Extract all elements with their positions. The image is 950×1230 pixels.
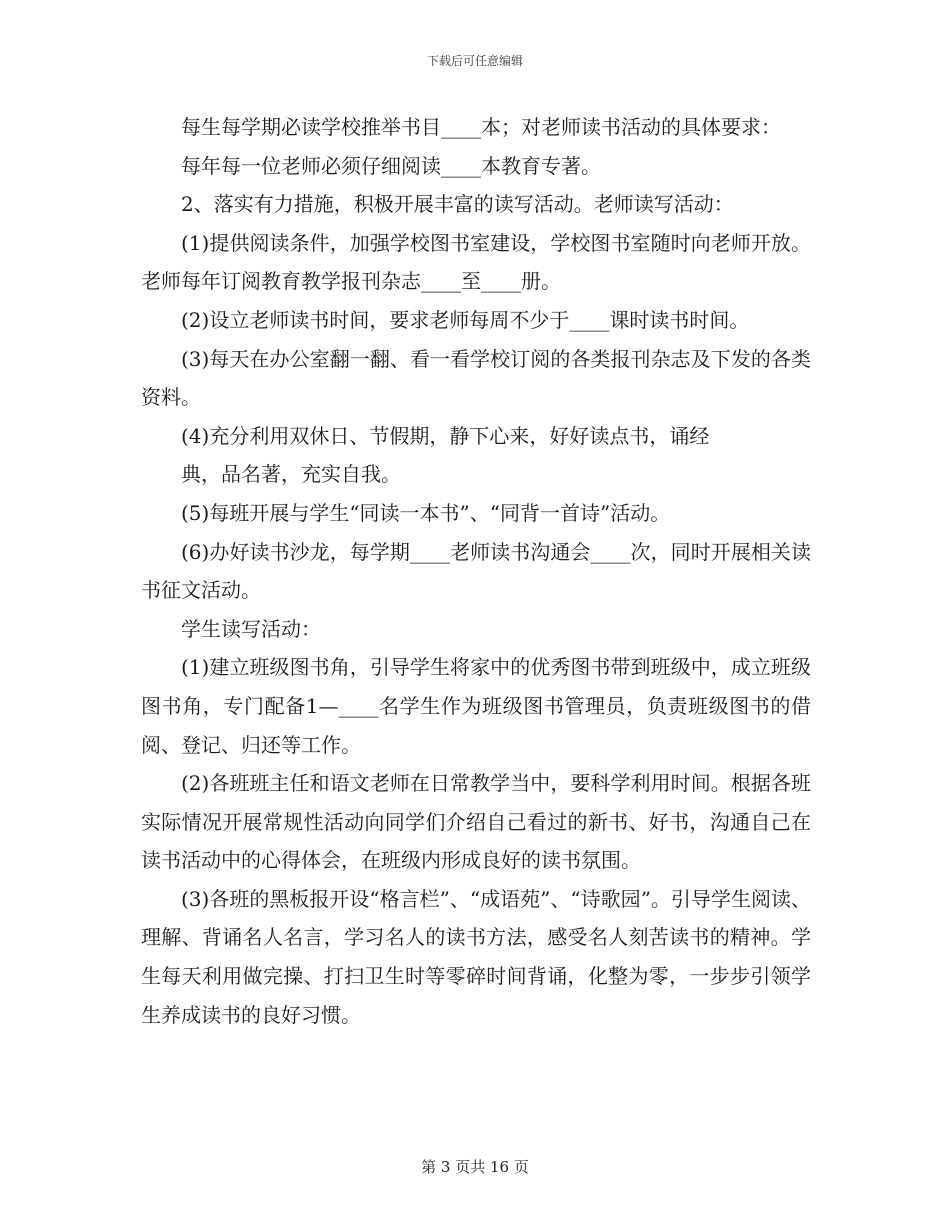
- paragraph-student-item-3: (3)各班的黑板报开设“格言栏”、“成语苑”、“诗歌园”。引导学生阅读、理解、背诵名人名言，学习名人的读书方法，感受名人刻苦读书的精神。学生每天利用做完操、打扫卫生时等零碎时间背诵，化整为零，一步步引领学生养成读书的良好习惯。: [141, 886, 811, 1027]
- paragraph-book-count-requirement: 每生每学期必读学校推举书目____本；对老师读书活动的具体要求：: [181, 115, 781, 139]
- paragraph-teacher-item-2: (2)设立老师读书时间，要求老师每周不少于____课时读书时间。: [181, 307, 750, 332]
- paragraph-student-heading: 学生读写活动：: [181, 616, 321, 641]
- paragraph-teacher-reading: 每年每一位老师必须仔细阅读____本教育专著。: [181, 153, 601, 178]
- paragraph-teacher-item-1: (1)提供阅读条件，加强学校图书室建设，学校图书室随时向老师开放。老师每年订阅教育教学报刊杂志____至____册。: [141, 230, 811, 294]
- paragraph-teacher-item-6: (6)办好读书沙龙，每学期____老师读书沟通会____次，同时开展相关读书征文活动。: [141, 539, 811, 603]
- page-header: 下载后可任意编辑: [426, 54, 523, 68]
- paragraph-student-item-1: (1)建立班级图书角，引导学生将家中的优秀图书带到班级中，成立班级图书角，专门配备1—____名学生作为班级图书管理员，负责班级图书的借阅、登记、归还等工作。: [141, 655, 811, 757]
- page-footer: 第 3 页共 16 页: [421, 1158, 529, 1176]
- paragraph-teacher-item-4-line1: (4)充分利用双休日、节假期，静下心来，好好读点书，诵经: [181, 423, 710, 448]
- paragraph-measures-heading: 2、落实有力措施，积极开展丰富的读写活动。老师读写活动：: [181, 192, 734, 217]
- paragraph-student-item-2: (2)各班班主任和语文老师在日常教学当中，要科学利用时间。根据各班实际情况开展常规性活动向同学们介绍自己看过的新书、好书，沟通自己在读书活动中的心得体会，在班级内形成良好的读书氛围。: [141, 771, 811, 873]
- document-body: [141, 108, 811, 1034]
- paragraph-teacher-item-5: (5)每班开展与学生“同读一本书”、“同背一首诗”活动。: [181, 500, 671, 525]
- paragraph-teacher-item-3: (3)每天在办公室翻一翻、看一看学校订阅的各类报刊杂志及下发的各类资料。: [141, 346, 811, 410]
- paragraph-teacher-item-4-line2: 典，品名著，充实自我。: [181, 462, 401, 487]
